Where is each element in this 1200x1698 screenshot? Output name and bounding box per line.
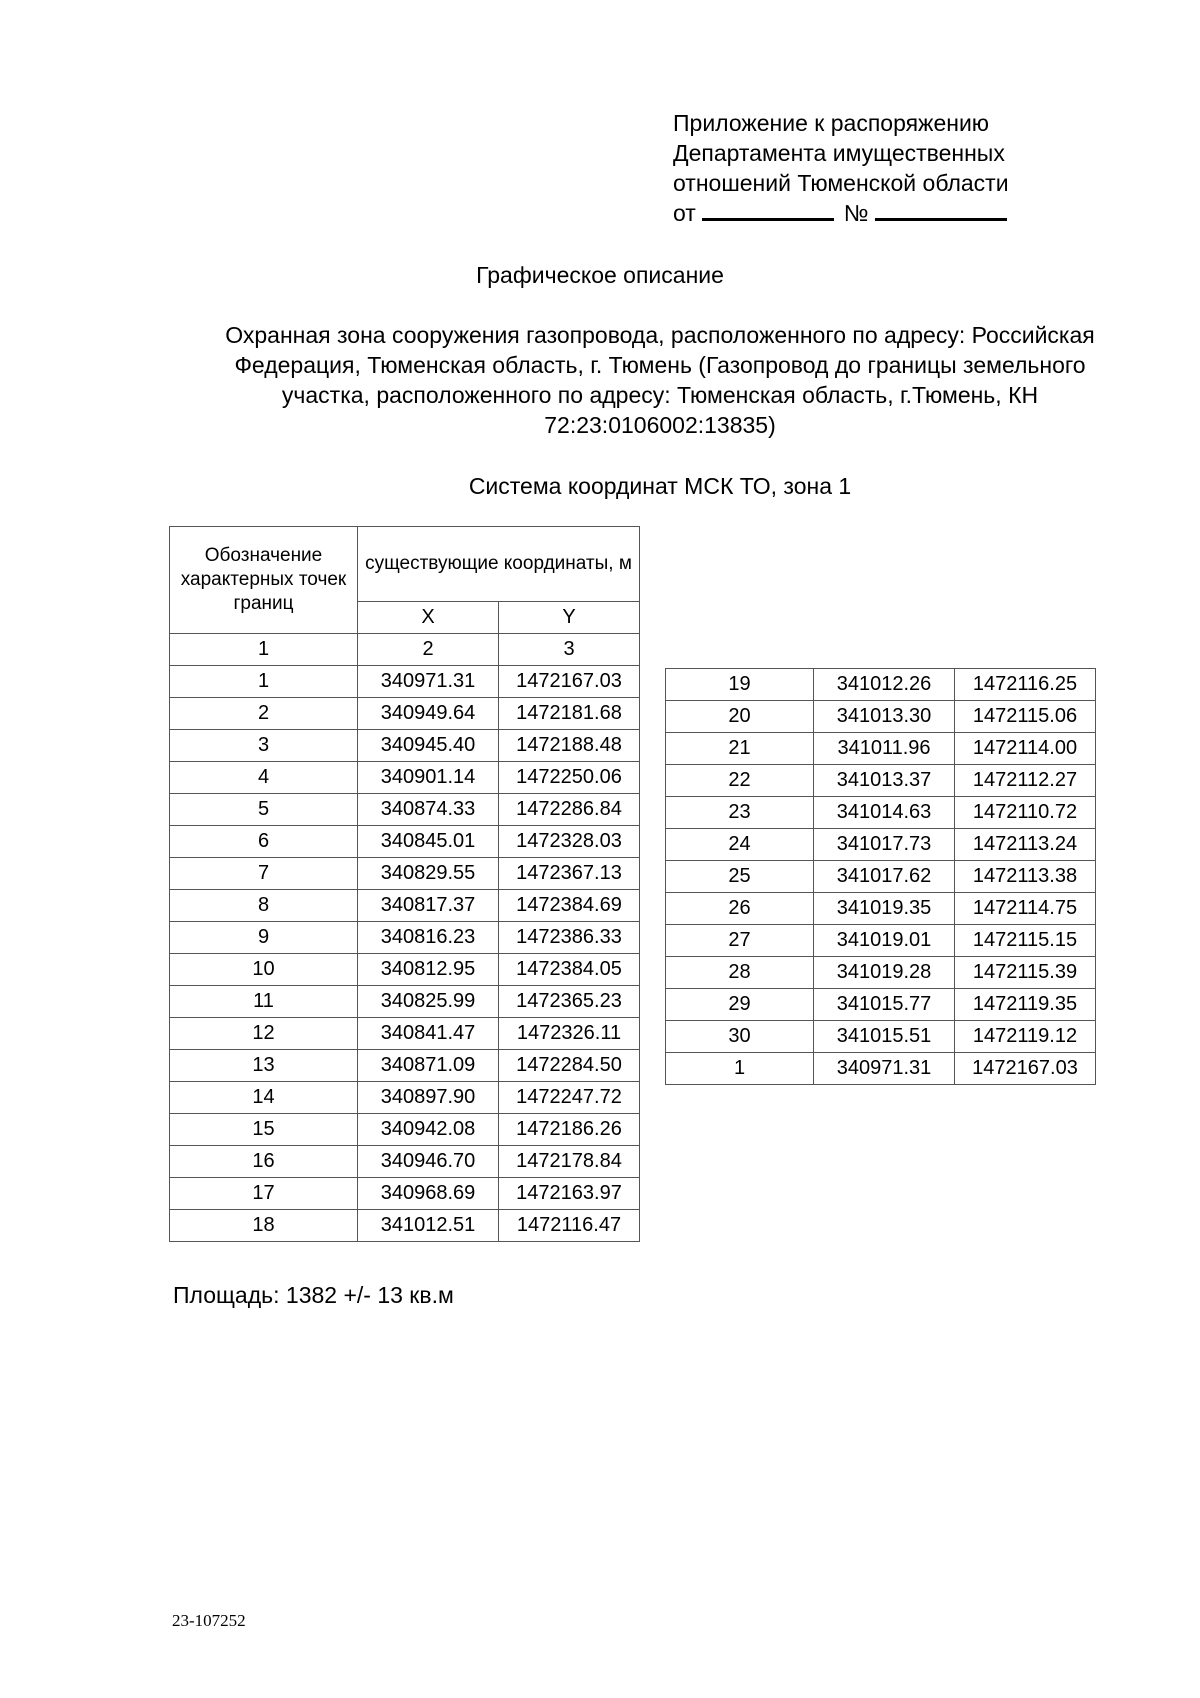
table-row (666, 797, 1096, 829)
x-coordinate-cell: 341014.63 (814, 797, 955, 829)
point-number-cell: 13 (170, 1050, 358, 1082)
point-number-cell: 3 (170, 730, 358, 762)
table-row (666, 701, 1096, 733)
point-number-cell: 21 (666, 733, 814, 765)
point-number-cell: 20 (666, 701, 814, 733)
x-coordinate-cell: 341015.51 (814, 1021, 955, 1053)
x-coordinate-cell: 340812.95 (358, 954, 499, 986)
table-row (666, 989, 1096, 1021)
y-coordinate-cell: 1472286.84 (499, 794, 640, 826)
table-header-row (170, 527, 640, 602)
point-number-cell: 15 (170, 1114, 358, 1146)
x-coordinate-cell: 341015.77 (814, 989, 955, 1021)
point-number-cell: 29 (666, 989, 814, 1021)
document-title: Графическое описание (476, 262, 724, 288)
point-number-cell: 30 (666, 1021, 814, 1053)
table-row (170, 1082, 640, 1114)
table-row (170, 1114, 640, 1146)
x-coordinate-cell: 340901.14 (358, 762, 499, 794)
column-number-3: 3 (499, 634, 640, 666)
object-description: Охранная зона сооружения газопровода, расположенного по адресу: Российская Федерация, Тюменская область, г. Тюмень (Газопровод до границы земельного участка, расположенного по адресу: Тюменская область, г.Тюмень, КН 72:23:0106002:13835) (225, 322, 1095, 438)
x-coordinate-cell: 340816.23 (358, 922, 499, 954)
x-coordinate-cell: 340841.47 (358, 1018, 499, 1050)
header-points: Обозначение характерных точек границ (170, 527, 358, 634)
x-coordinate-cell: 340829.55 (358, 858, 499, 890)
point-number-cell: 4 (170, 762, 358, 794)
appendix-date-number-line (673, 198, 1009, 228)
point-number-cell: 9 (170, 922, 358, 954)
date-blank (702, 200, 834, 221)
point-number-cell: 27 (666, 925, 814, 957)
y-coordinate-cell: 1472119.35 (955, 989, 1096, 1021)
coordinates-table-right (665, 668, 1096, 1085)
table-row (170, 1146, 640, 1178)
point-number-cell: 17 (170, 1178, 358, 1210)
point-number-cell: 8 (170, 890, 358, 922)
y-coordinate-cell: 1472167.03 (955, 1053, 1096, 1085)
appendix-line-1: Приложение к распоряжению (673, 110, 990, 136)
y-coordinate-cell: 1472163.97 (499, 1178, 640, 1210)
y-coordinate-cell: 1472114.75 (955, 893, 1096, 925)
coordinates-table-left (169, 526, 640, 1242)
area-text: Площадь: 1382 +/- 13 кв.м (173, 1282, 454, 1308)
table-row (170, 826, 640, 858)
point-number-cell: 11 (170, 986, 358, 1018)
y-coordinate-cell: 1472178.84 (499, 1146, 640, 1178)
y-coordinate-cell: 1472326.11 (499, 1018, 640, 1050)
y-coordinate-cell: 1472116.25 (955, 669, 1096, 701)
y-coordinate-cell: 1472114.00 (955, 733, 1096, 765)
y-coordinate-cell: 1472284.50 (499, 1050, 640, 1082)
point-number-cell: 1 (666, 1053, 814, 1085)
y-coordinate-cell: 1472188.48 (499, 730, 640, 762)
number-label: № (843, 200, 869, 226)
point-number-cell: 23 (666, 797, 814, 829)
appendix-line-2: Департамента имущественных (673, 140, 1005, 166)
from-label: от (673, 200, 696, 226)
table-row (170, 890, 640, 922)
table-row (170, 1210, 640, 1242)
y-coordinate-cell: 1472112.27 (955, 765, 1096, 797)
x-coordinate-cell: 341012.51 (358, 1210, 499, 1242)
point-number-cell: 26 (666, 893, 814, 925)
appendix-block (673, 108, 1009, 228)
point-number-cell: 5 (170, 794, 358, 826)
point-number-cell: 22 (666, 765, 814, 797)
y-coordinate-cell: 1472328.03 (499, 826, 640, 858)
column-number-1: 1 (170, 634, 358, 666)
point-number-cell: 28 (666, 957, 814, 989)
x-coordinate-cell: 341013.30 (814, 701, 955, 733)
y-coordinate-cell: 1472115.06 (955, 701, 1096, 733)
table-row (666, 765, 1096, 797)
x-coordinate-cell: 340871.09 (358, 1050, 499, 1082)
table-row (666, 861, 1096, 893)
x-coordinate-cell: 341019.35 (814, 893, 955, 925)
point-number-cell: 18 (170, 1210, 358, 1242)
table-row (170, 954, 640, 986)
x-coordinate-cell: 340817.37 (358, 890, 499, 922)
x-coordinate-cell: 341019.01 (814, 925, 955, 957)
point-number-cell: 19 (666, 669, 814, 701)
table-row (666, 669, 1096, 701)
x-coordinate-cell: 341017.62 (814, 861, 955, 893)
x-coordinate-cell: 341012.26 (814, 669, 955, 701)
table-row (666, 893, 1096, 925)
x-coordinate-cell: 340945.40 (358, 730, 499, 762)
point-number-cell: 24 (666, 829, 814, 861)
table-row (170, 858, 640, 890)
x-coordinate-cell: 340968.69 (358, 1178, 499, 1210)
table-row (170, 730, 640, 762)
y-coordinate-cell: 1472247.72 (499, 1082, 640, 1114)
table-row (170, 1018, 640, 1050)
y-coordinate-cell: 1472110.72 (955, 797, 1096, 829)
x-coordinate-cell: 341019.28 (814, 957, 955, 989)
table-column-numbers-row (170, 634, 640, 666)
x-coordinate-cell: 340971.31 (358, 666, 499, 698)
y-coordinate-cell: 1472250.06 (499, 762, 640, 794)
point-number-cell: 7 (170, 858, 358, 890)
x-coordinate-cell: 340946.70 (358, 1146, 499, 1178)
x-coordinate-cell: 340897.90 (358, 1082, 499, 1114)
x-coordinate-cell: 340971.31 (814, 1053, 955, 1085)
y-coordinate-cell: 1472367.13 (499, 858, 640, 890)
y-coordinate-cell: 1472186.26 (499, 1114, 640, 1146)
number-blank (875, 200, 1007, 221)
table-row (666, 925, 1096, 957)
table-row (170, 922, 640, 954)
x-coordinate-cell: 340874.33 (358, 794, 499, 826)
y-coordinate-cell: 1472115.39 (955, 957, 1096, 989)
point-number-cell: 14 (170, 1082, 358, 1114)
header-coordinates: существующие координаты, м (358, 527, 640, 602)
point-number-cell: 25 (666, 861, 814, 893)
x-coordinate-cell: 340845.01 (358, 826, 499, 858)
x-coordinate-cell: 340942.08 (358, 1114, 499, 1146)
x-coordinate-cell: 341011.96 (814, 733, 955, 765)
point-number-cell: 2 (170, 698, 358, 730)
table-row (666, 733, 1096, 765)
point-number-cell: 1 (170, 666, 358, 698)
table-row (170, 762, 640, 794)
table-row (666, 1053, 1096, 1085)
column-number-2: 2 (358, 634, 499, 666)
point-number-cell: 10 (170, 954, 358, 986)
x-coordinate-cell: 340949.64 (358, 698, 499, 730)
y-coordinate-cell: 1472167.03 (499, 666, 640, 698)
point-number-cell: 12 (170, 1018, 358, 1050)
y-coordinate-cell: 1472384.69 (499, 890, 640, 922)
table-row (170, 1178, 640, 1210)
y-coordinate-cell: 1472181.68 (499, 698, 640, 730)
y-coordinate-cell: 1472386.33 (499, 922, 640, 954)
y-coordinate-cell: 1472384.05 (499, 954, 640, 986)
y-coordinate-cell: 1472113.24 (955, 829, 1096, 861)
document-number: 23-107252 (172, 1611, 246, 1630)
table-row (170, 1050, 640, 1082)
table-row (666, 829, 1096, 861)
table-row (170, 666, 640, 698)
coordinate-system: Система координат МСК ТО, зона 1 (468, 473, 852, 499)
appendix-line-3: отношений Тюменской области (673, 170, 1009, 196)
x-coordinate-cell: 341017.73 (814, 829, 955, 861)
table-row (170, 986, 640, 1018)
table-row (666, 957, 1096, 989)
table-row (170, 698, 640, 730)
y-coordinate-cell: 1472365.23 (499, 986, 640, 1018)
table-row (666, 1021, 1096, 1053)
header-y: Y (499, 602, 640, 634)
point-number-cell: 16 (170, 1146, 358, 1178)
x-coordinate-cell: 340825.99 (358, 986, 499, 1018)
y-coordinate-cell: 1472113.38 (955, 861, 1096, 893)
y-coordinate-cell: 1472119.12 (955, 1021, 1096, 1053)
table-row (170, 794, 640, 826)
header-x: X (358, 602, 499, 634)
x-coordinate-cell: 341013.37 (814, 765, 955, 797)
y-coordinate-cell: 1472115.15 (955, 925, 1096, 957)
point-number-cell: 6 (170, 826, 358, 858)
y-coordinate-cell: 1472116.47 (499, 1210, 640, 1242)
